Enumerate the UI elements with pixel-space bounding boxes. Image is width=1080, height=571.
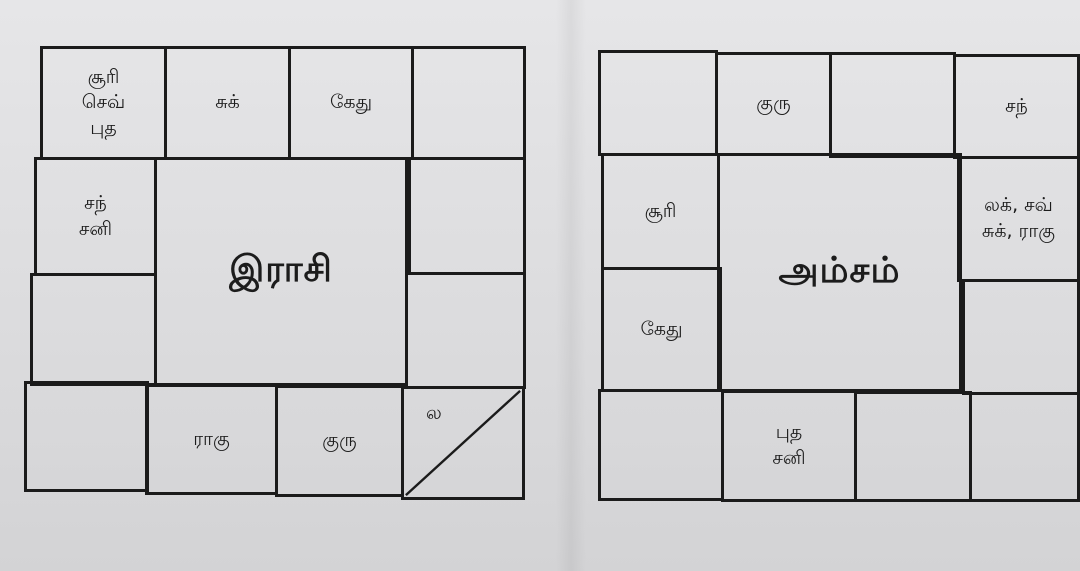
planet-label: சூரி: [644, 199, 677, 222]
planet-label: சுக்: [215, 91, 240, 114]
amsam-center: [717, 153, 962, 392]
rasi-house-right-2: [405, 272, 526, 389]
planet-label: புத: [775, 421, 803, 444]
amsam-house-right-2: [962, 279, 1080, 395]
amsam-house-left-1: [601, 153, 720, 270]
planet-label: சனி: [772, 447, 806, 469]
amsam-title: அம்சம்: [778, 249, 901, 291]
planet-label: சந்: [84, 191, 107, 214]
amsam-house-bottom-2: [721, 390, 857, 502]
planet-label: கேது: [640, 317, 683, 340]
amsam-house-top-3: [829, 52, 956, 158]
amsam-house-top-4: [953, 54, 1080, 159]
planet-label: குரு: [756, 92, 791, 115]
planet-label: சனி: [78, 217, 113, 240]
rasi-house-bottom-1: [24, 381, 149, 492]
amsam-house-bottom-1: [598, 389, 724, 501]
rasi-title: இராசி: [229, 248, 333, 290]
planet-label: ராகு: [193, 427, 230, 450]
amsam-house-top-1: [598, 50, 718, 156]
amsam-house-left-2: [601, 267, 722, 392]
amsam-chart: [598, 50, 1080, 502]
rasi-house-bottom-2: [145, 384, 278, 495]
rasi-house-left-1: [34, 157, 157, 276]
amsam-house-top-2: [715, 52, 832, 156]
rasi-house-top-3: [288, 46, 414, 160]
rasi-center: [154, 157, 408, 386]
planet-label: குரு: [322, 429, 357, 452]
amsam-house-bottom-4: [969, 392, 1080, 502]
amsam-house-bottom-3: [854, 391, 972, 502]
rasi-house-bottom-4-lagna: [401, 386, 525, 500]
rasi-chart: [24, 46, 526, 500]
planet-label: புத: [90, 116, 117, 139]
planet-label: சந்: [1005, 94, 1028, 117]
paper-fold-shadow: [556, 0, 586, 571]
lagna-diagonal-line: [404, 389, 522, 497]
planet-label: சுக், ராகு: [981, 220, 1056, 242]
planet-label: ல: [426, 402, 442, 424]
planet-label: சூரி: [87, 65, 120, 88]
planet-label: லக், சவ்: [984, 194, 1053, 217]
rasi-house-top-4: [411, 46, 526, 160]
planet-label: கேது: [329, 91, 373, 114]
rasi-house-right-1: [408, 157, 526, 275]
planet-label: செவ்: [81, 91, 126, 114]
rasi-house-top-1: [40, 46, 167, 160]
rasi-house-top-2: [164, 46, 291, 160]
amsam-house-right-1: [957, 156, 1080, 282]
rasi-house-left-2: [30, 273, 157, 386]
rasi-house-bottom-3: [275, 385, 404, 497]
